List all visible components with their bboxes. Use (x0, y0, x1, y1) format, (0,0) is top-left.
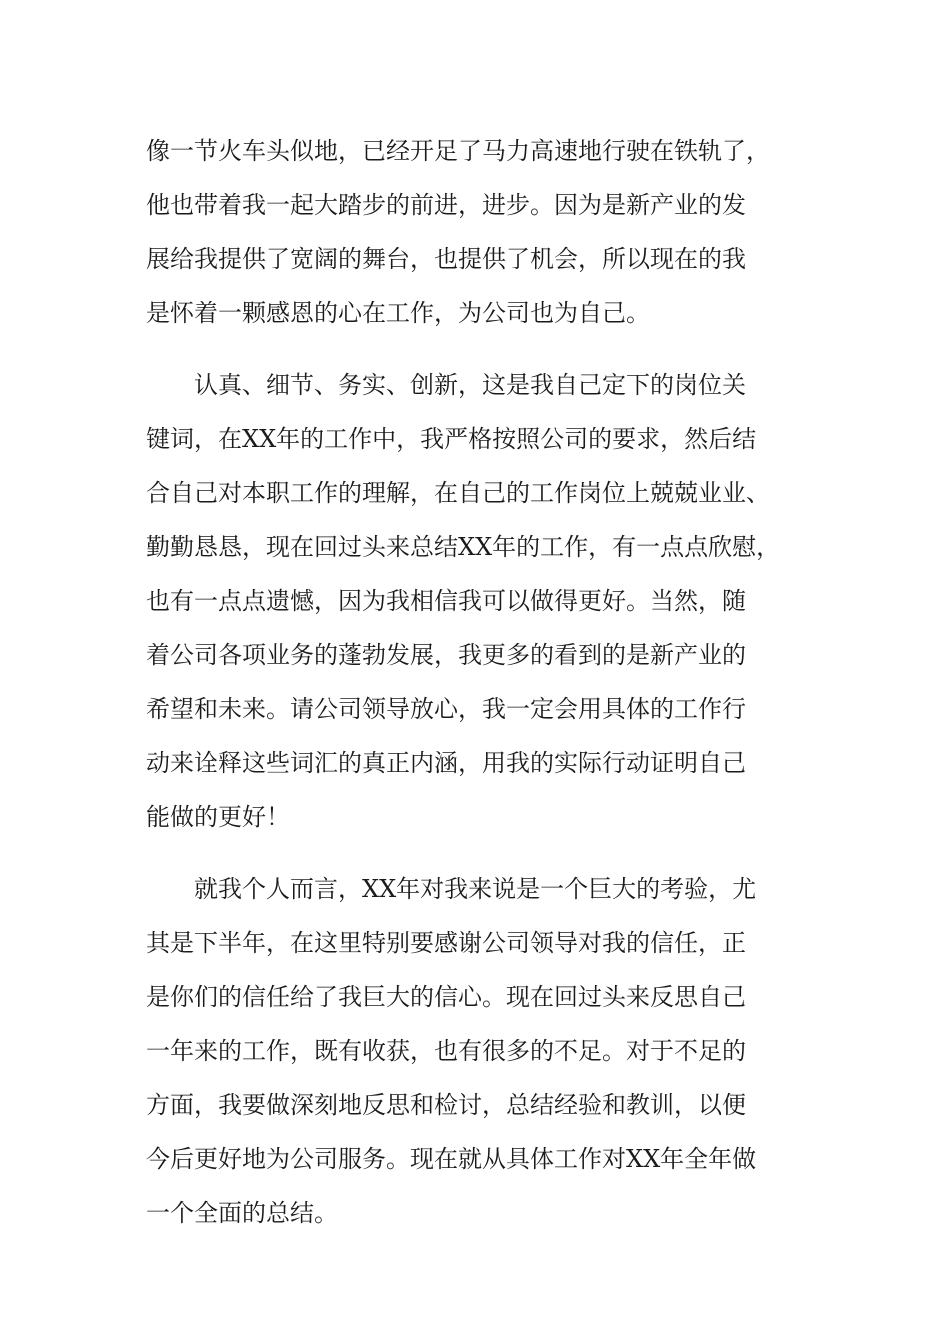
text-line: 其是下半年，在这里特别要感谢公司领导对我的信任，正 (146, 929, 746, 957)
paragraph-spacer (146, 340, 806, 358)
paragraph-2 (146, 358, 806, 844)
text-line: 认真、细节、务实、创新，这是我自己定下的岗位关 (146, 371, 746, 399)
text-line: 是你们的信任给了我巨大的信心。现在回过头来反思自己 (146, 983, 746, 1011)
text-line: 也有一点点遗憾，因为我相信我可以做得更好。当然，随 (146, 587, 746, 615)
text-line: 方面，我要做深刻地反思和检讨，总结经验和教训，以便 (146, 1091, 746, 1119)
text-line: 能做的更好！ (146, 803, 290, 831)
paragraph-3 (146, 862, 806, 1240)
text-line: 他也带着我一起大踏步的前进，进步。因为是新产业的发 (146, 191, 746, 219)
text-line: 键词，在XX年的工作中，我严格按照公司的要求，然后结 (146, 425, 757, 453)
text-line: 一个全面的总结。 (146, 1199, 338, 1227)
text-line: 着公司各项业务的蓬勃发展，我更多的看到的是新产业的 (146, 641, 746, 669)
text-line: 今后更好地为公司服务。现在就从具体工作对XX年全年做 (146, 1145, 757, 1173)
text-line: 像一节火车头似地，已经开足了马力高速地行驶在铁轨了， (146, 137, 770, 165)
text-line: 希望和未来。请公司领导放心，我一定会用具体的工作行 (146, 695, 746, 723)
document-body (146, 124, 806, 1240)
text-line: 是怀着一颗感恩的心在工作，为公司也为自己。 (146, 299, 650, 327)
paragraph-1 (146, 124, 806, 340)
text-line: 就我个人而言，XX年对我来说是一个巨大的考验，尤 (146, 875, 757, 903)
text-line: 动来诠释这些词汇的真正内涵，用我的实际行动证明自己 (146, 749, 746, 777)
text-line: 一年来的工作，既有收获，也有很多的不足。对于不足的 (146, 1037, 746, 1065)
text-line: 展给我提供了宽阔的舞台，也提供了机会，所以现在的我 (146, 245, 746, 273)
text-line: 合自己对本职工作的理解，在自己的工作岗位上兢兢业业、 (146, 479, 770, 507)
paragraph-spacer (146, 844, 806, 862)
text-line: 勤勤恳恳，现在回过头来总结XX年的工作，有一点点欣慰， (146, 533, 781, 561)
